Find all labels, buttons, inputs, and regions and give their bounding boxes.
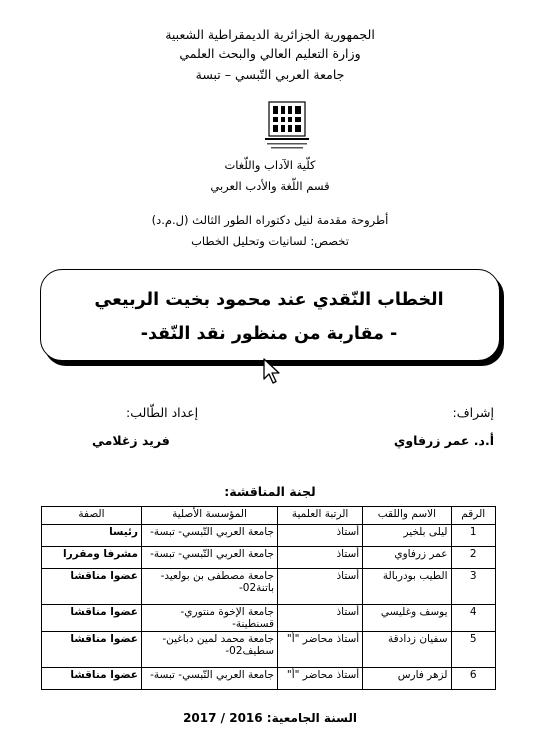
member-role: عضوا مناقشا (42, 569, 142, 605)
student-name: فريد زغلامي (92, 433, 170, 448)
faculty-name: كلّية الآداب واللّغات (224, 158, 316, 172)
member-institution: جامعة محمد لمين دباغين- سطيف02- (141, 632, 277, 668)
member-role: رئيسا (42, 525, 142, 547)
table-row (42, 525, 496, 547)
member-name: عمر زرفاوي (363, 547, 451, 569)
table-row (42, 569, 496, 605)
member-rank: أستاذ (278, 547, 363, 569)
table-header-row (42, 507, 496, 525)
republic-name: الجمهورية الجزائرية الديمقراطية الشعبية (165, 27, 375, 42)
table-row (42, 547, 496, 569)
member-institution: جامعة العربي التّبسي- تبسة- (141, 525, 277, 547)
row-number: 3 (451, 569, 495, 605)
member-name: الطيب بودربالة (363, 569, 451, 605)
supervisor-name: أ.د. عمر زرفاوي (393, 433, 494, 448)
specialty: تخصص: لسانيات وتحليل الخطاب (191, 234, 349, 248)
row-number: 6 (451, 668, 495, 690)
title-frame (40, 269, 500, 361)
mouse-cursor-icon (262, 357, 282, 385)
member-rank: أستاذ (278, 605, 363, 632)
row-number: 4 (451, 605, 495, 632)
member-name: يوسف وغليسي (363, 605, 451, 632)
department-name: قسم اللّغة والأدب العربي (210, 179, 330, 193)
university-logo (255, 100, 319, 150)
column-header: الرتبة العلمية (278, 507, 363, 525)
member-role: مشرفا ومقررا (42, 547, 142, 569)
member-institution: جامعة العربي التّبسي- تبسة- (141, 547, 277, 569)
member-name: ليلى بلخير (363, 525, 451, 547)
thesis-subtitle: - مقاربة من منظور نقد النّقد- (140, 324, 398, 344)
row-number: 1 (451, 525, 495, 547)
member-role: عضوا مناقشا (42, 632, 142, 668)
column-header: الاسم واللقب (363, 507, 451, 525)
thesis-title: الخطاب النّقدي عند محمود بخيت الربيعي (94, 290, 444, 310)
row-number: 2 (451, 547, 495, 569)
table-row (42, 668, 496, 690)
member-rank: أستاذ (278, 569, 363, 605)
member-rank: أستاذ محاضر "أ" (278, 632, 363, 668)
row-number: 5 (451, 632, 495, 668)
member-institution: جامعة العربي التّبسي- تبسة- (141, 668, 277, 690)
member-institution: جامعة مصطفى بن بولعيد- باتنة02- (141, 569, 277, 605)
member-name: لزهر فارس (363, 668, 451, 690)
table-row (42, 605, 496, 632)
column-header: المؤسسة الأصلية (141, 507, 277, 525)
member-role: عضوا مناقشا (42, 605, 142, 632)
member-rank: أستاذ محاضر "أ" (278, 668, 363, 690)
column-header: الصفة (42, 507, 142, 525)
member-role: عضوا مناقشا (42, 668, 142, 690)
university-name: جامعة العربي التّبسي – تبسة (195, 67, 345, 82)
prepared-by-label: إعداد الطّالب: (126, 405, 199, 420)
member-name: سفيان زدادقة (363, 632, 451, 668)
table-row (42, 632, 496, 668)
ministry-name: وزارة التعليم العالي والبحث العلمي (179, 46, 361, 61)
degree-statement: أطروحة مقدمة لنيل دكتوراه الطور الثالث (ل.م.د) (151, 213, 389, 227)
supervision-label: إشراف: (452, 405, 494, 420)
committee-table (41, 506, 496, 690)
column-header: الرقم (451, 507, 495, 525)
committee-heading: لجنة المناقشة: (224, 484, 316, 499)
member-rank: أستاذ (278, 525, 363, 547)
academic-year: السنة الجامعية: 2016 / 2017 (183, 711, 357, 725)
member-institution: جامعة الإخوة منتوري- قسنطينة- (141, 605, 277, 632)
